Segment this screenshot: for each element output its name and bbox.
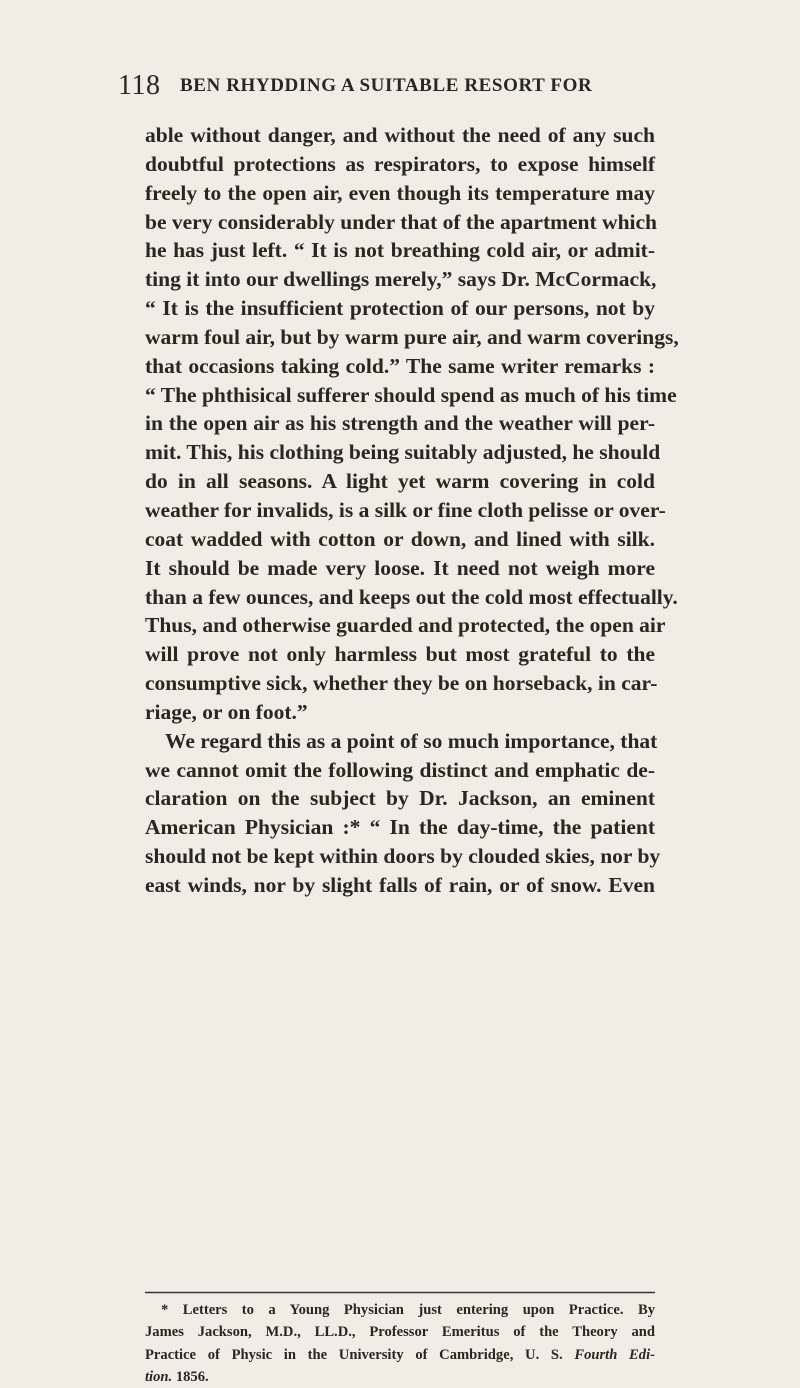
footnote [145, 1299, 655, 1388]
body-line: be very considerably under that of the apartment which [145, 209, 658, 234]
body-line: coat wadded with cotton or down, and lined with silk. [145, 526, 655, 551]
footnote-line: * Letters to a Young Physician just entering upon Practice. By [161, 1302, 655, 1318]
body-line: do in all seasons. A light yet warm covering in cold [145, 469, 655, 494]
footnote-line: James Jackson, M.D., LL.D., Professor Emeritus of the Theory and [145, 1324, 655, 1341]
footnote-year: 1856. [175, 1368, 209, 1385]
footnote-edition-end: tion. [145, 1368, 173, 1385]
body-line: Thus, and otherwise guarded and protected, the open air [145, 613, 666, 638]
body-line: that occasions taking cold.” The same writer remarks : [145, 353, 655, 378]
body-line: doubtful protections as respirators, to expose himself [145, 151, 655, 176]
body-line: consumptive sick, whether they be on horseback, in car- [145, 671, 658, 696]
footnote-text: Practice of Physic in the University of Cambridge, U. S. [145, 1346, 563, 1363]
body-line: ting it into our dwellings merely,” says Dr. McCormack, [145, 267, 657, 292]
body-line: in the open air as his strength and the weather will per- [145, 411, 655, 436]
body-line: “ The phthisical sufferer should spend as much of his time [145, 382, 677, 407]
body-line: “ It is the insufficient protection of our persons, not by [145, 296, 655, 321]
footnote-edition: Fourth Edi- [574, 1346, 655, 1363]
body-line: riage, or on foot.” [145, 699, 308, 724]
body-line: mit. This, his clothing being suitably adjusted, he should [145, 440, 661, 465]
footnote-line [145, 1344, 655, 1366]
running-head [118, 70, 698, 110]
body-line: should not be kept within doors by clouded skies, nor by [145, 844, 661, 869]
body-line: he has just left. “ It is not breathing cold air, or admit- [145, 238, 655, 263]
footnote-line [145, 1366, 655, 1388]
page-number: 118 [118, 70, 161, 101]
body-line: warm foul air, but by warm pure air, and warm coverings, [145, 324, 679, 349]
body-line: It should be made very loose. It need not weigh more [145, 555, 655, 580]
body-line: claration on the subject by Dr. Jackson, an eminent [145, 786, 655, 811]
body-line: will prove not only harmless but most grateful to the [145, 642, 655, 667]
body-line: we cannot omit the following distinct and emphatic de- [145, 757, 655, 782]
body-line: American Physician :* “ In the day-time, the patient [145, 815, 655, 840]
footnote-rule [145, 1291, 655, 1294]
body-text [145, 121, 679, 900]
body-line: able without danger, and without the need of any such [145, 123, 655, 147]
paragraph-start-line: We regard this as a point of so much importance, that [165, 728, 658, 753]
running-title: BEN RHYDDING A SUITABLE RESORT FOR [180, 75, 593, 96]
body-line: than a few ounces, and keeps out the cold most effectually. [145, 584, 678, 609]
body-line: east winds, nor by slight falls of rain, or of snow. Even [145, 872, 655, 897]
body-line: freely to the open air, even though its temperature may [145, 180, 655, 205]
body-line: weather for invalids, is a silk or fine cloth pelisse or over- [145, 497, 666, 522]
